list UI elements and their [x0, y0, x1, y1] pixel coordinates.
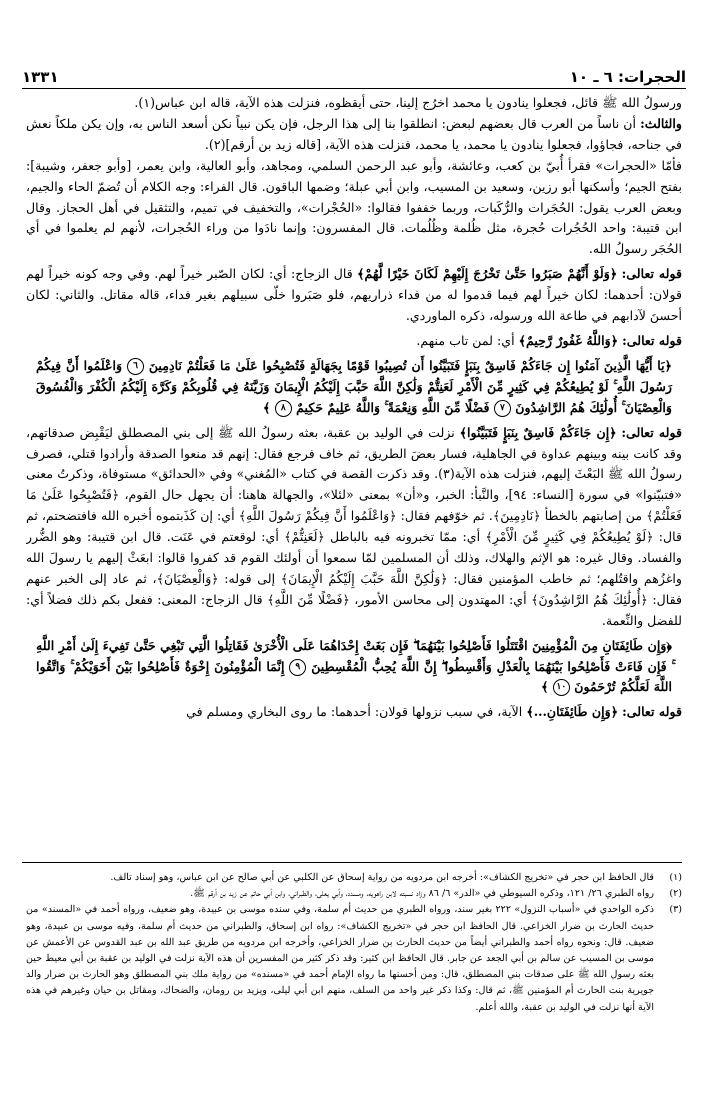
paragraph-1: ورسولُ الله ﷺ قائل، فجعلوا ينادون يا محمد اخرُج إلينا، حتى أيقظوه، فنزلت هذه الآية، قاله ابن عباس(١). — [134, 95, 682, 110]
main-text — [26, 93, 682, 855]
verse-number-marker: ٩ — [289, 659, 306, 676]
footnote-3: (٣) ذكره الواحدي في «أسباب النزول» ٢٢٢ بغير سند، ورواه الطبري من حديث أم سلمة، وفي سنده موسى بن عبيدة، وهو ضعيف، ورواه أحمد في «المسند» من حديث الحارث بن ضرار الخزاعي. قال الحافظ ابن حجر في «تخريج الكشاف»: رواه ابن إسحاق، والطبراني من حديث أم سلمة، وفيه موسى بن عبيدة، وهو ضعيف. قال: ونحوه رواه أحمد والطبراني أيضاً من حديث الحارث بن ضرار الخزاعي، وأخرجه ابن مردويه من طريق عبد الله بن عبد القدوس عن الأعمش عن موسى بن المسيب عن سالم بن أبي الجعد عن جابر. قال الحافظ ابن كثير: وقد ذكر كثير من المفسرين أن هذه الآية نزلت في الوليد بن عقبة بن أبي معيط حين بعثه رسول الله ﷺ على صدقات بني المصطلق، قال: ومن أحسنها ما رواه الإمام أحمد في «مسنده» من رواية ملك بني المصطلق وهو الحارث بن ضرار والد جويرية بنت الحارث أم المؤمنين ﷺ، ثم قال: وكذا ذكر غير واحد من السلف، منهم ابن أبي ليلى، ويزيد بن رومان، والضحاك، ومقاتل بن حيان وغيرهم في هذه الآية أنها نزلت في الوليد بن عقبة، والله أعلم. — [26, 904, 682, 1013]
verse-number-marker: ٨ — [275, 400, 292, 417]
footnote-rule — [22, 862, 682, 863]
paragraph-4: قوله تعالى: ﴿وَلَوْ أَنَّهُمْ صَبَرُوا حَتَّىٰ تَخْرُجَ إِلَيْهِمْ لَكَانَ خَيْرًا لَّهُمْ﴾ قال الزجاج: أي: لكان الصّبر خيراً لهم. وفي وجه كونه خيراً لهم قولان: أحدهما: لكان خيراً لهم فيما قدموا له من فداء ذراريهم، فلو صَبَروا خلّى سبيلهم بغير فداء، قاله مقاتل. والثاني: لكان أحسنَ لآدابهم في طاعة الله ورسوله، ذكره الماوردي. — [26, 266, 682, 324]
paragraph-2: والثالث: أن ناساً من العرب قال بعضهم لبعض: انطلقوا بنا إلى هذا الرجل، فإن يكن نبياً نكن أسعد الناس به، وإن يكن ملكاً نعش في جناحه، فجاؤوا، فجعلوا ينادون يا محمد، يا محمد، فنزلت هذه الآية، [قاله زيد بن أرقم](٢). — [26, 115, 682, 152]
running-header — [22, 58, 686, 86]
verse-number-marker: ٦ — [127, 358, 144, 375]
paragraph-7: قوله تعالى: ﴿وَإِن طَائِفَتَانِ...﴾ الآية، في سبب نزولها قولان: أحدهما: ما روى البخاري ومسلم في — [186, 704, 682, 720]
verse-number-marker: ١٠ — [553, 679, 570, 696]
page-number: ١٣٣١ — [22, 68, 59, 86]
paragraph-3: فأمّا «الحجرات» فقرأ أُبيّ بن كعب، وعائشة، وأبو عبد الرحمن السلمي، ومجاهد، وأبو العالية، وابن يعمر، [وأبو جعفر، وشيبة]: بفتح الجيم؛ وأسكنها أبو رزين، وسعيد بن المسيب، وابن أبي عبلة؛ وضمها الباقون. قال الفراء: وجه الكلام أن تُضمّ الحاء والجيم، وبعض العرب يقول: الحُجَرات والرُّكَبات، وربما خففوا فقالوا: «الحُجْرات»، والتخفيف في تميم، والتثقيل في أهل الحجاز. وقال ابن قتيبة: واحد الحُجُرات حُجرة، مثل ظُلمة وظُلُمات. قال المفسرون: وإنما نادَوا من وراء الحُجرات، لأنهم لم يعلموا في أي الحُجَر رسولُ الله. — [26, 157, 682, 257]
surah-reference: الحجرات: ٦ ـ ١٠ — [569, 68, 686, 86]
quran-verses-6-8: ﴿يَا أَيُّهَا الَّذِينَ آمَنُوا إِن جَاءَكُمْ فَاسِقٌ بِنَبَإٍ فَتَبَيَّنُوا أَن تُصِيبُوا قَوْمًا بِجَهَالَةٍ فَتُصْبِحُوا عَلَىٰ مَا فَعَلْتُمْ نَادِمِينَ ٦ وَاعْلَمُوا أَنَّ فِيكُمْ رَسُولَ اللَّهِ ۚ لَوْ يُطِيعُكُمْ فِي كَثِيرٍ مِّنَ الْأَمْرِ لَعَنِتُّمْ وَلَٰكِنَّ اللَّهَ حَبَّبَ إِلَيْكُمُ الْإِيمَانَ وَزَيَّنَهُ فِي قُلُوبِكُمْ وَكَرَّهَ إِلَيْكُمُ الْكُفْرَ وَالْفُسُوقَ وَالْعِصْيَانَ ۚ أُولَٰئِكَ هُمُ الرَّاشِدُونَ ٧ فَضْلًا مِّنَ اللَّهِ وَنِعْمَةً ۚ وَاللَّهُ عَلِيمٌ حَكِيمٌ ٨ ﴾ — [36, 357, 672, 415]
footnotes — [26, 870, 682, 1106]
quran-verses-9-10: ﴿وَإِن طَائِفَتَانِ مِنَ الْمُؤْمِنِينَ اقْتَتَلُوا فَأَصْلِحُوا بَيْنَهُمَا ۖ فَإِن بَغَتْ إِحْدَاهُمَا عَلَى الْأُخْرَىٰ فَقَاتِلُوا الَّتِي تَبْغِي حَتَّىٰ تَفِيءَ إِلَىٰ أَمْرِ اللَّهِ ۚ فَإِن فَاءَتْ فَأَصْلِحُوا بَيْنَهُمَا بِالْعَدْلِ وَأَقْسِطُوا ۖ إِنَّ اللَّهَ يُحِبُّ الْمُقْسِطِينَ ٩ إِنَّمَا الْمُؤْمِنُونَ إِخْوَةٌ فَأَصْلِحُوا بَيْنَ أَخَوَيْكُمْ ۚ وَاتَّقُوا اللَّهَ لَعَلَّكُمْ تُرْحَمُونَ ١٠ ﴾ — [36, 637, 672, 695]
paragraph-6: قوله تعالى: ﴿إِن جَاءَكُمْ فَاسِقٌ بِنَبَإٍ فَتَبَيَّنُوا﴾ نزلت في الوليد بن عقبة، بعثه رسولُ الله ﷺ إلى بني المصطلق ليَقْبِض صدقاتهم، وقد كانت بينه وبينهم عداوة في الجاهلية، فسار بعضَ الطريق، ثم خاف فرجع فقال: إنهم قد منعوا الصدقة وأرادوا قتلي، فصرف رسولُ الله ﷺ البَعْثَ إليهم، فنزلت هذه الآية(٣). وقد ذكرت القصة في كتاب «المُغني» وفي «الحدائق» مستوفاة، وذكرتُ معنى «فتبيّنوا» في سورة [النساء: ٩٤]، والنَّبأ: الخبر، و«أن» بمعنى «لئلا»، والجهالة هاهنا: أن يجهل حال القوم، ﴿فَتُصْبِحُوا عَلَىٰ مَا فَعَلْتُمْ﴾ من إصابتهم بالخطأ ﴿نَادِمِينَ﴾. ثم خوّفهم فقال: ﴿وَاعْلَمُوا أَنَّ فِيكُمْ رَسُولَ اللَّهِ﴾ أي: إن كَذَبتموه أخبره الله فافتضحتم، ثم قال: ﴿لَوْ يُطِيعُكُمْ فِي كَثِيرٍ مِّنَ الْأَمْرِ﴾ أي: ممّا تخبرونه فيه بالباطل ﴿لَعَنِتُّمْ﴾ أي: لوقعتم في عَنَت. قال ابن قتيبة: وهو الضُّرر والفساد. وقال غيره: هو الإثم والهلاك، وذلك أن المسلمين لمّا سمعوا أن أولئك القوم قد كفروا قالوا: ابعَثْ إليهم يا رسولَ الله واغزُهم واقتُلهم؛ ثم خاطب المؤمنين فقال: ﴿وَلَٰكِنَّ اللَّهَ حَبَّبَ إِلَيْكُمُ الْإِيمَانَ﴾ إلى قوله: ﴿وَالْعِصْيَانَ﴾، ثم عاد إلى الخبر عنهم فقال: ﴿أُولَٰئِكَ هُمُ الرَّاشِدُونَ﴾ أي: المهتدون إلى محاسن الأمور، ﴿فَضْلًا مِّنَ اللَّهِ﴾ قال الزجاج: المعنى: ففعل بكم ذلك فضلاً أي: للفضل والنِّعمة. — [26, 424, 682, 628]
header-rule — [22, 88, 686, 89]
verse-number-marker: ٧ — [494, 400, 511, 417]
paragraph-5: قوله تعالى: ﴿وَاللَّهُ غَفُورٌ رَّحِيمٌ﴾ أي: لمن تاب منهم. — [416, 332, 682, 348]
footnote-1: (١) قال الحافظ ابن حجر في «تخريج الكشاف»: أخرجه ابن مردويه من رواية إسحاق عن الكلبي عن أبي صالح عن ابن عباس، وهو إسناد تالف. — [110, 872, 682, 883]
footnote-2: (٢) رواه الطبري ٢٦/ ١٢١، وذكره السيوطي في «الدر» ٦/ ٨٦ وزاد نسبته لابن راهويه، ومسدد، وأبي يعلى، والطبراني، وابن أبي حاتم عن زيد بن أرقم ﷺ. — [190, 888, 682, 900]
